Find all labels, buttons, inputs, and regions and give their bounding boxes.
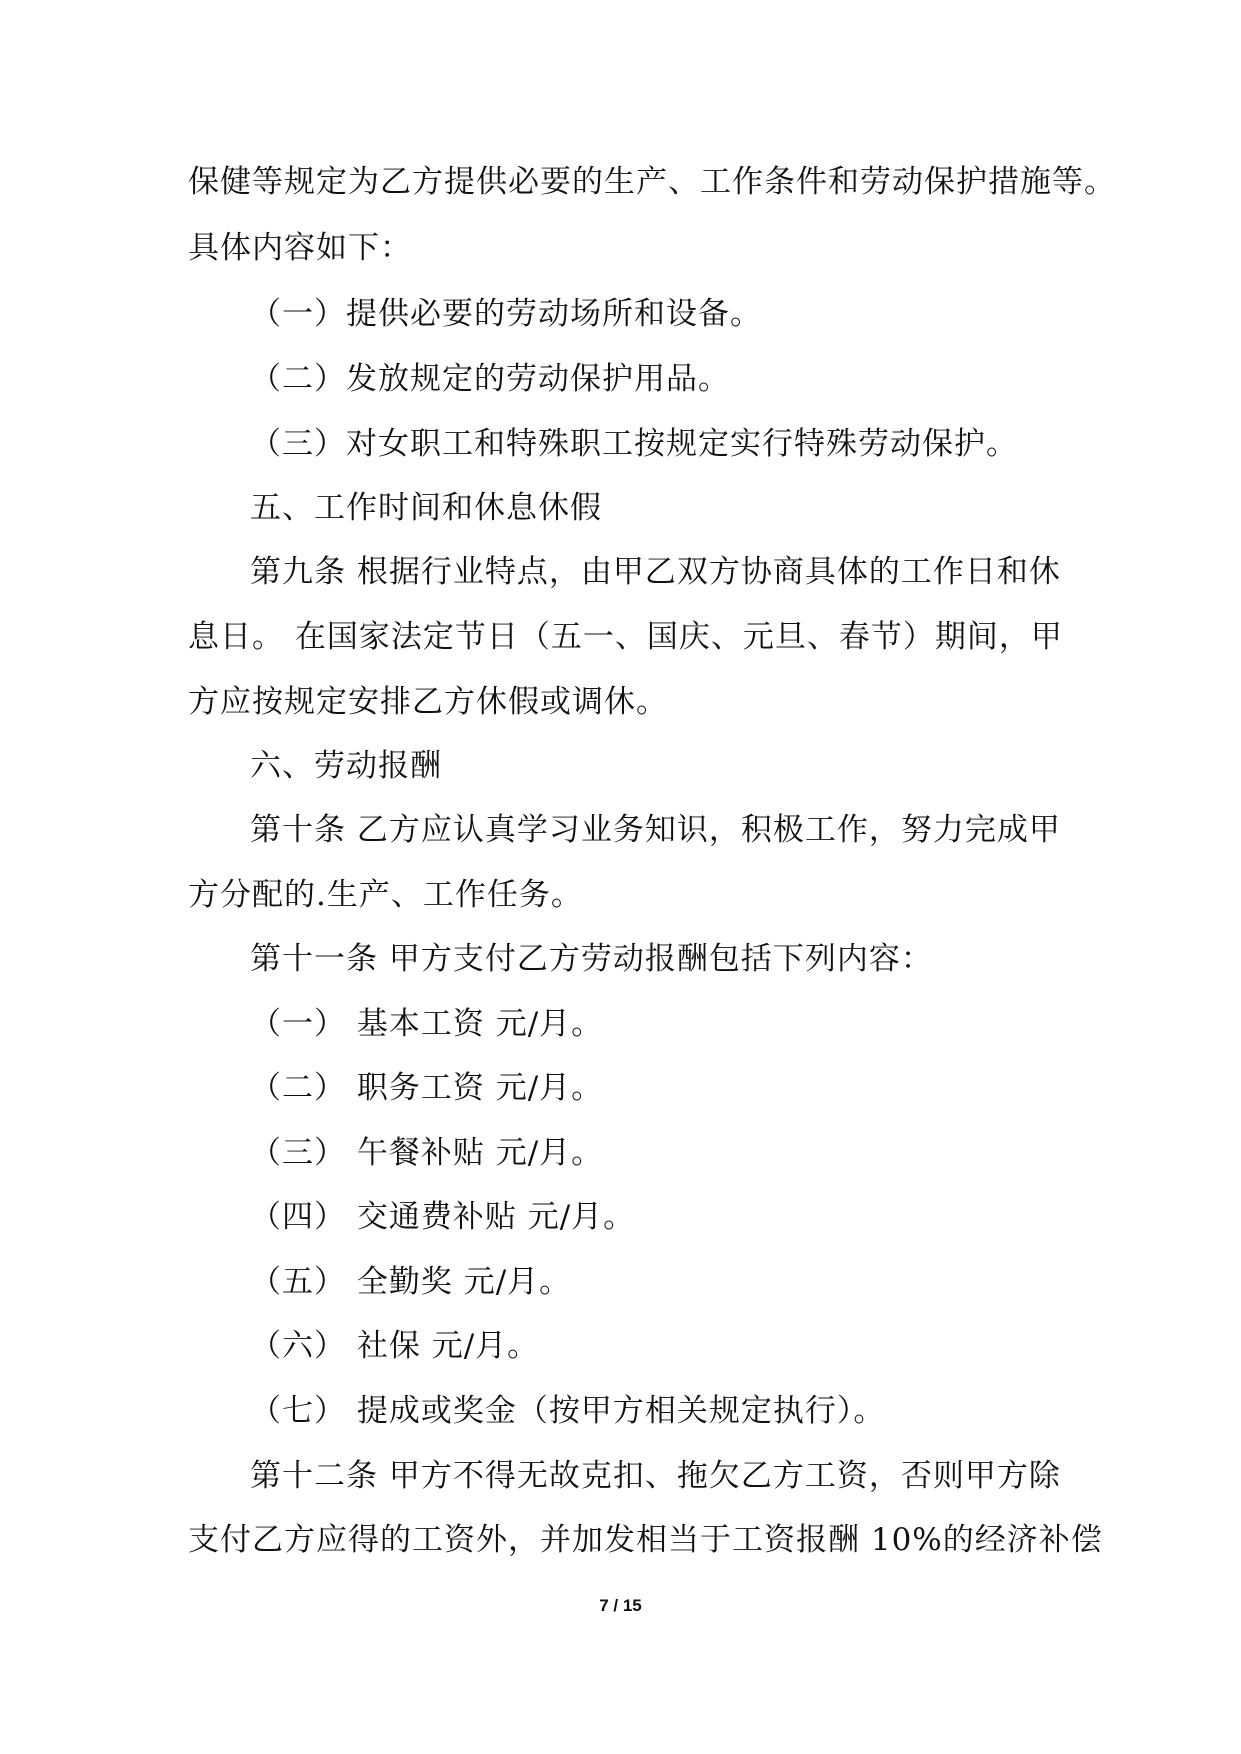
list-item: （三）对女职工和特殊职工按规定实行特殊劳动保护。 [250,426,1018,462]
paragraph-line: 保健等规定为乙方提供必要的生产、工作条件和劳动保护措施等。 [188,164,1116,200]
paragraph-line: 第十二条 甲方不得无故克扣、拖欠乙方工资，否则甲方除 [250,1458,1061,1494]
paragraph-line: 息日。 在国家法定节日（五一、国庆、元旦、春节）期间，甲 [188,619,1063,655]
list-item: （一）提供必要的劳动场所和设备。 [250,296,762,332]
paragraph-line: 第十条 乙方应认真学习业务知识，积极工作，努力完成甲 [250,812,1061,848]
list-item: （二） 职务工资 元/月。 [250,1070,604,1106]
list-item: （七） 提成或奖金（按甲方相关规定执行）。 [250,1393,886,1429]
paragraph-line: 具体内容如下： [188,230,412,266]
list-item: （二）发放规定的劳动保护用品。 [250,361,730,397]
paragraph-line: 支付乙方应得的工资外，并加发相当于工资报酬 10%的经济补偿 [188,1522,1103,1558]
paragraph-line: 第九条 根据行业特点，由甲乙双方协商具体的工作日和休 [250,554,1061,590]
list-item: （三） 午餐补贴 元/月。 [250,1135,604,1171]
list-item: （五） 全勤奖 元/月。 [250,1264,572,1300]
paragraph-line: 第十一条 甲方支付乙方劳动报酬包括下列内容： [250,941,933,977]
page-number: 7 / 15 [599,1596,642,1615]
list-item: （六） 社保 元/月。 [250,1328,540,1364]
section-heading: 五、工作时间和休息休假 [250,490,602,526]
section-heading: 六、劳动报酬 [250,748,442,784]
paragraph-line: 方应按规定安排乙方休假或调休。 [188,684,668,720]
list-item: （四） 交通费补贴 元/月。 [250,1199,636,1235]
paragraph-line: 方分配的.生产、工作任务。 [188,877,583,913]
list-item: （一） 基本工资 元/月。 [250,1006,604,1042]
